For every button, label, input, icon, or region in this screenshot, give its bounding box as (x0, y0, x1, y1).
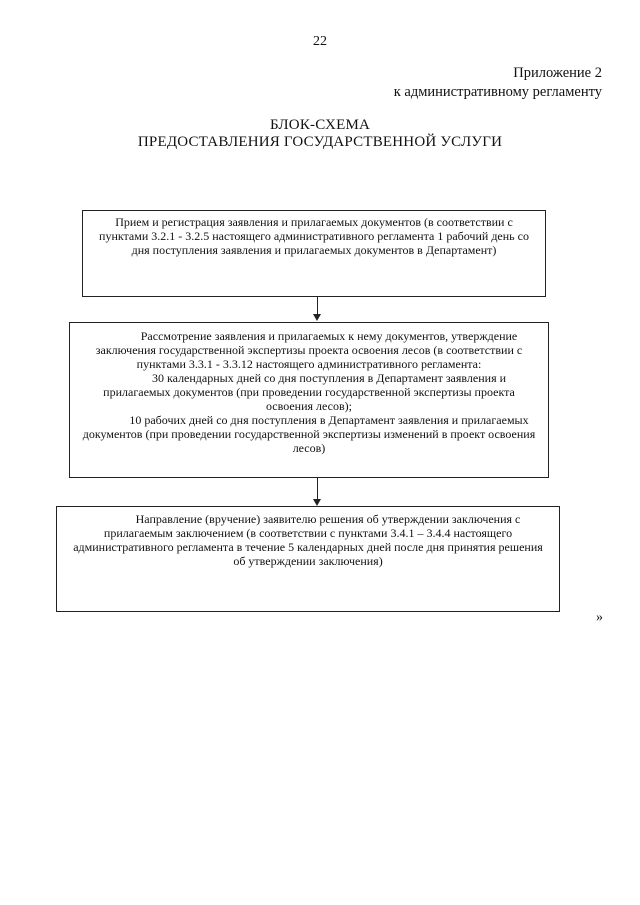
flowchart-step-review (69, 322, 549, 478)
step-registration-text: Прием и регистрация заявления и прилагаемых документов (в соответствии с пунктами 3.2.1 - 3.2.5 настоящего административного регламента 1 рабочий день со дня поступления заявления и прилагаемых документов в Департамент) (99, 215, 529, 257)
arrow-head-2 (313, 499, 321, 506)
closing-quote: » (596, 610, 603, 625)
arrow-connector-1 (317, 297, 318, 314)
arrow-connector-2 (317, 478, 318, 499)
step-delivery-text: Направление (вручение) заявителю решения об утверждении заключения с прилагаемым заключением (в соответствии с пунктами 3.4.1 – 3.4.4 настоящего административного регламента в течение 5 календарных дней после дня принятия решения об утверждении заключения) (73, 512, 543, 568)
title-line-1: БЛОК-СХЕМА (269, 117, 371, 133)
appendix-reference (394, 64, 602, 102)
appendix-subtitle: к административному регламенту (393, 84, 602, 100)
step-review-item-1: 30 календарных дней со дня поступления в Департамент заявления и прилагаемых документов (при проведении государственной экспертизы проекта освоения лесов); (103, 371, 515, 413)
document-title (0, 117, 640, 151)
page-number: 22 (313, 34, 327, 49)
arrow-head-1 (313, 314, 321, 321)
step-review-item-2: 10 рабочих дней со дня поступления в Департамент заявления и прилагаемых документов (при проведении государственной экспертизы изменений в проект освоения лесов) (82, 413, 536, 455)
step-review-intro: Рассмотрение заявления и прилагаемых к нему документов, утверждение заключения государственной экспертизы проекта освоения лесов (в соответствии с пунктами 3.3.1 - 3.3.12 настоящего административного регламента: (95, 329, 523, 371)
title-line-2: ПРЕДОСТАВЛЕНИЯ ГОСУДАРСТВЕННОЙ УСЛУГИ (137, 134, 503, 150)
flowchart-step-registration (82, 210, 546, 297)
appendix-title: Приложение 2 (513, 65, 602, 81)
flowchart-step-delivery (56, 506, 560, 612)
